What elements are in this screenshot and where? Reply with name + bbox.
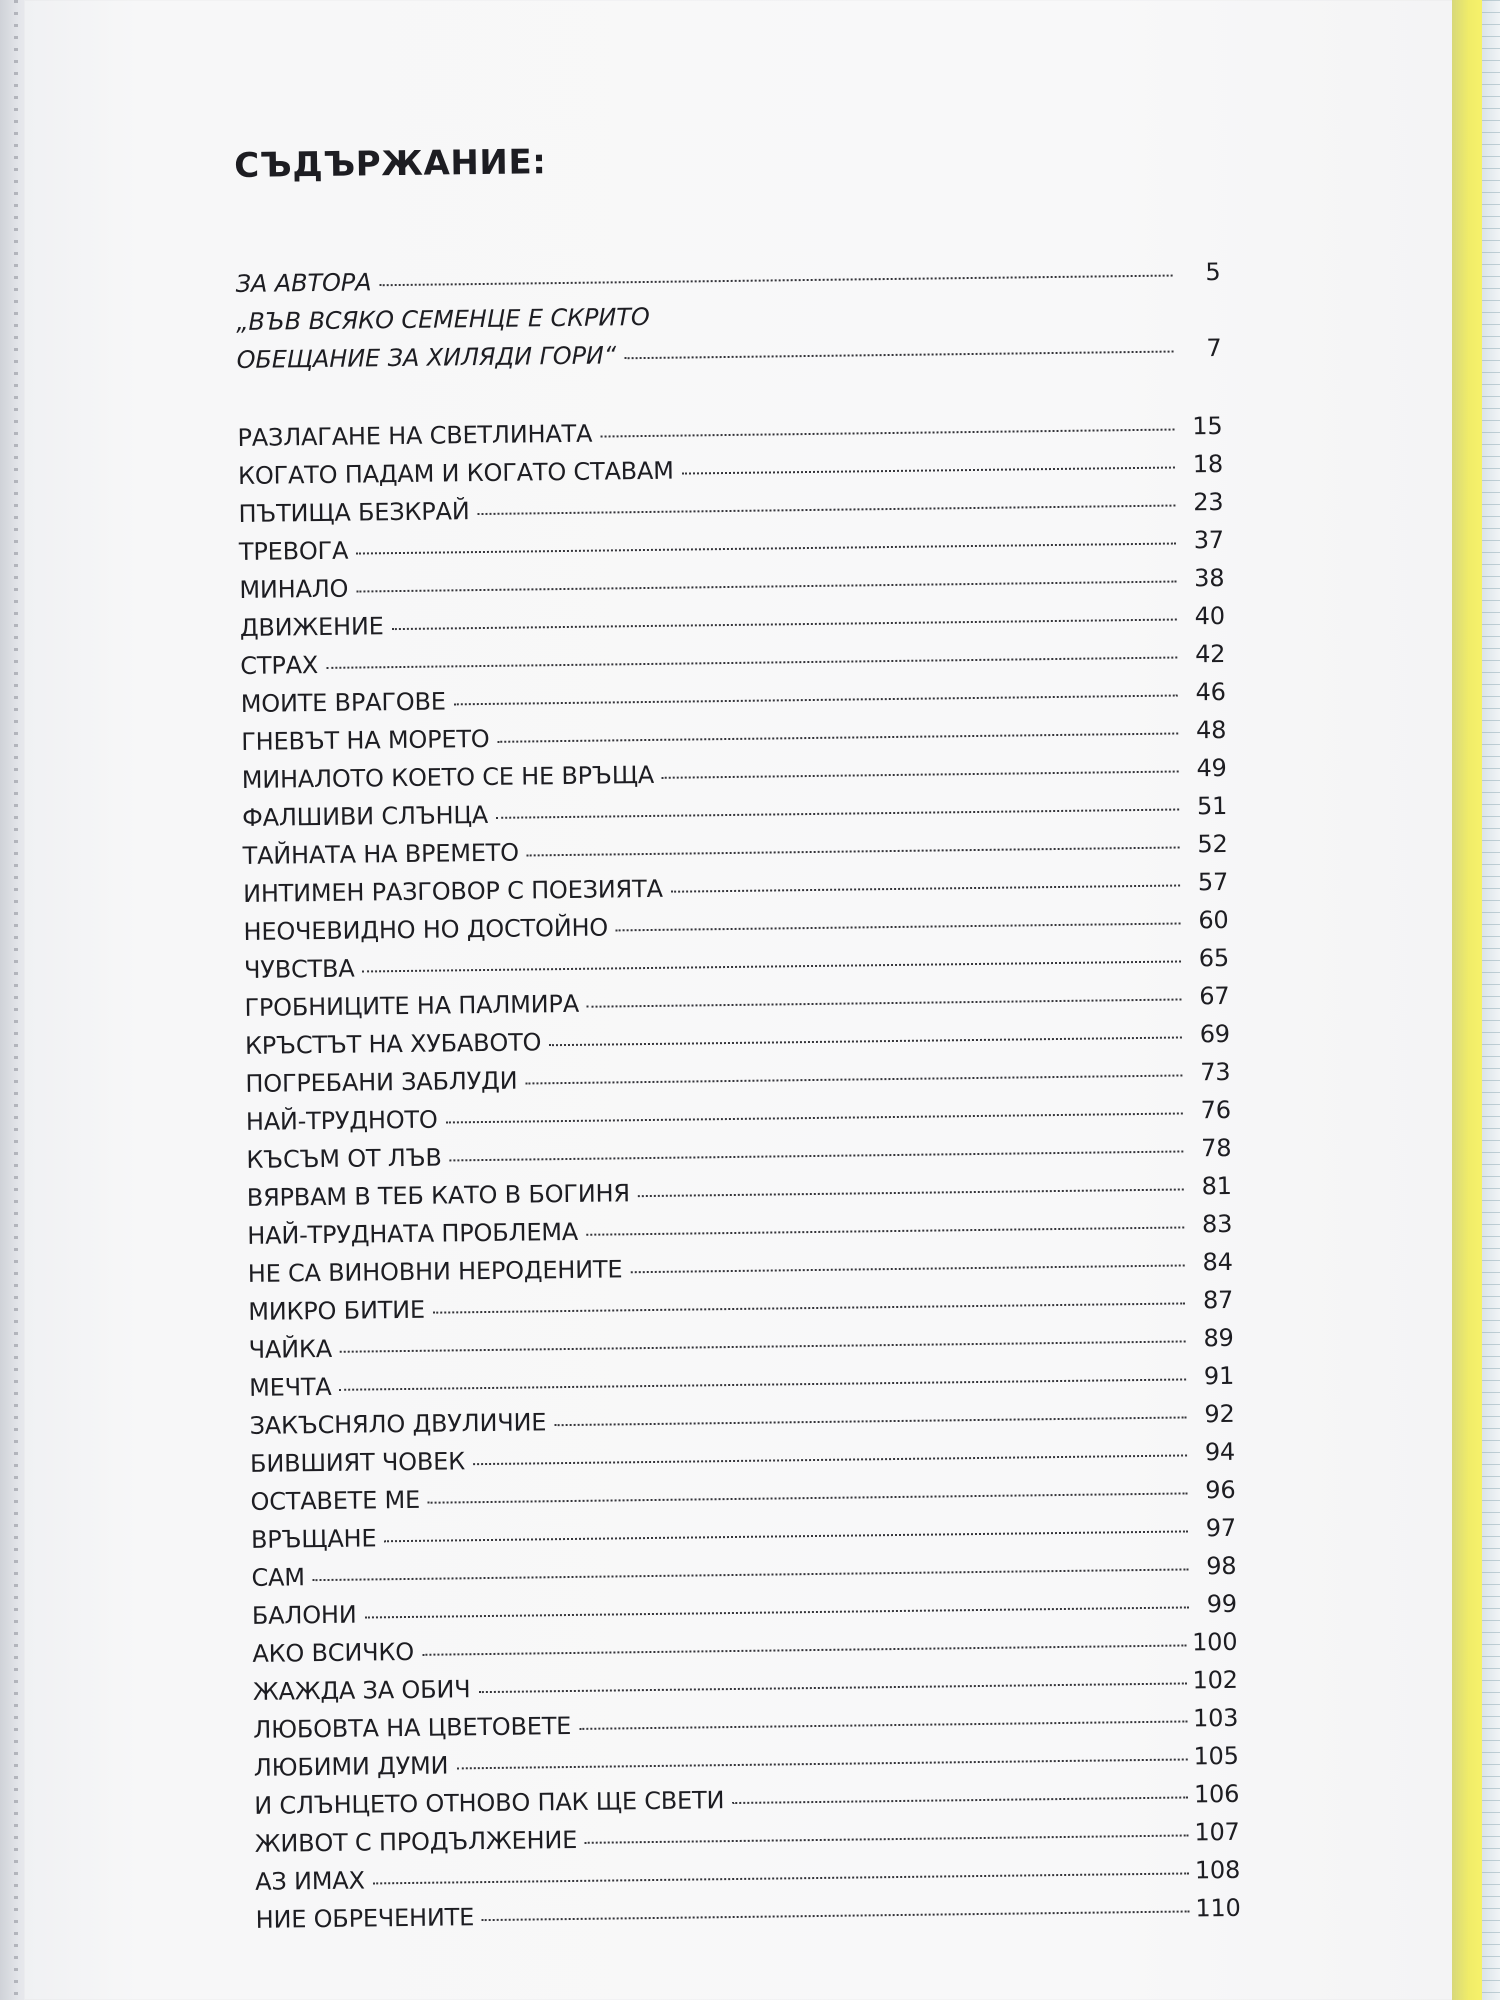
- toc-title: АЗ ИМАХ: [255, 1866, 365, 1897]
- page-number: 98: [1206, 1552, 1237, 1581]
- dot-leader: [478, 505, 1176, 516]
- page-number: 110: [1195, 1894, 1241, 1923]
- binding-edge: [0, 0, 20, 2000]
- toc-title: ВРЪЩАНЕ: [250, 1524, 377, 1555]
- toc-title: ПОГРЕБАНИ ЗАБЛУДИ: [245, 1066, 518, 1099]
- dot-leader: [450, 1151, 1184, 1162]
- toc-title: НИЕ ОБРЕЧЕНИТЕ: [255, 1903, 475, 1935]
- page-number: 51: [1196, 792, 1228, 821]
- toc-title: АКО ВСИЧКО: [252, 1638, 415, 1669]
- toc-title: МИНАЛОТО КОЕТО СЕ НЕ ВРЪЩА: [241, 761, 655, 795]
- dot-leader: [496, 809, 1179, 819]
- toc-title: ВЯРВАМ В ТЕБ КАТО В БОГИНЯ: [246, 1179, 631, 1213]
- page-number: 84: [1202, 1248, 1233, 1277]
- toc-title: ГНЕВЪТ НА МОРЕТО: [241, 725, 490, 757]
- dot-leader: [446, 1113, 1183, 1124]
- dot-leader: [392, 619, 1177, 631]
- page-number: 78: [1200, 1134, 1232, 1163]
- page-number: 106: [1193, 1780, 1240, 1809]
- book-page: [24, 0, 1454, 2000]
- toc-title: ОБЕЩАНИЕ ЗА ХИЛЯДИ ГОРИ“: [236, 341, 617, 375]
- dot-leader: [498, 733, 1179, 743]
- dot-leader: [638, 1189, 1184, 1198]
- toc-title: ЧУВСТВА: [243, 954, 355, 985]
- dot-leader: [363, 961, 1182, 973]
- table-of-contents: [234, 136, 1246, 1939]
- dot-leader: [428, 1493, 1187, 1504]
- page-number: 42: [1194, 640, 1226, 669]
- page-number: 73: [1200, 1058, 1231, 1087]
- toc-title: МОИТЕ ВРАГОВЕ: [240, 687, 446, 719]
- dot-leader: [326, 657, 1177, 669]
- page-number: 60: [1198, 906, 1229, 935]
- toc-title: ИНТИМЕН РАЗГОВОР С ПОЕЗИЯТА: [242, 875, 663, 909]
- page-number: 48: [1195, 716, 1227, 745]
- grid-paper-edge: [1482, 0, 1500, 2000]
- dot-leader: [525, 1075, 1182, 1085]
- dot-leader: [549, 1037, 1182, 1047]
- dot-leader: [473, 1455, 1187, 1466]
- dot-leader: [373, 1873, 1189, 1885]
- contents-heading: СЪДЪРЖАНИЕ:: [233, 142, 547, 186]
- toc-title: КОГАТО ПАДАМ И КОГАТО СТАВАМ: [237, 457, 674, 491]
- dot-leader: [456, 1759, 1187, 1770]
- dot-leader: [585, 1835, 1188, 1844]
- toc-title: САМ: [251, 1563, 305, 1593]
- toc-title: МИНАЛО: [239, 575, 349, 605]
- dot-leader: [527, 847, 1180, 857]
- page-number: 87: [1202, 1286, 1234, 1315]
- dot-leader: [313, 1569, 1189, 1582]
- dot-leader: [586, 1227, 1184, 1236]
- toc-title: НЕОЧЕВИДНО НО ДОСТОЙНО: [243, 913, 609, 947]
- toc-title: ТРЕВОГА: [238, 537, 349, 567]
- page-number: 97: [1205, 1514, 1237, 1543]
- page-number: 107: [1194, 1818, 1240, 1847]
- toc-title: МИКРО БИТИЕ: [248, 1296, 426, 1327]
- toc-title: КРЪСТЪТ НА ХУБАВОТО: [244, 1028, 542, 1061]
- page-number: 52: [1197, 830, 1228, 859]
- dot-leader: [587, 999, 1182, 1008]
- dot-leader: [554, 1417, 1186, 1427]
- page-number: 49: [1196, 754, 1227, 783]
- toc-title: ПЪТИЩА БЕЗКРАЙ: [238, 497, 470, 529]
- dot-leader: [422, 1645, 1186, 1656]
- toc-title: ФАЛШИВИ СЛЪНЦА: [242, 801, 489, 833]
- page-number: 23: [1193, 488, 1224, 517]
- page-number: 76: [1200, 1096, 1232, 1125]
- toc-title: ЛЮБОВТА НА ЦВЕТОВЕТЕ: [253, 1712, 572, 1745]
- page-number: 37: [1193, 526, 1225, 555]
- toc-title: НЕ СА ВИНОВНИ НЕРОДЕНИТЕ: [247, 1255, 623, 1289]
- page-number: 91: [1203, 1362, 1235, 1391]
- toc-title: БИВШИЯТ ЧОВЕК: [249, 1447, 466, 1479]
- toc-title: ЗАКЪСНЯЛО ДВУЛИЧИЕ: [249, 1408, 547, 1441]
- dot-leader: [340, 1341, 1186, 1353]
- page-number: 96: [1205, 1476, 1236, 1505]
- dot-leader: [482, 1911, 1189, 1922]
- page-number: 99: [1206, 1590, 1238, 1619]
- toc-title: ЛЮБИМИ ДУМИ: [253, 1751, 449, 1783]
- toc-title: ГРОБНИЦИТЕ НА ПАЛМИРА: [244, 990, 580, 1023]
- page-number: 105: [1193, 1742, 1239, 1771]
- toc-title: КЪСЪМ ОТ ЛЪВ: [246, 1143, 442, 1175]
- page-number: 108: [1194, 1856, 1241, 1885]
- toc-title: ДВИЖЕНИЕ: [239, 612, 384, 643]
- dot-leader: [380, 275, 1173, 287]
- toc-title: ЖАЖДА ЗА ОБИЧ: [252, 1675, 471, 1707]
- dot-leader: [365, 1607, 1189, 1619]
- page-number: 7: [1206, 334, 1222, 363]
- toc-title: НАЙ-ТРУДНАТА ПРОБЛЕМА: [247, 1218, 579, 1251]
- toc-title: ЗА АВТОРА: [235, 268, 372, 299]
- page-number: 65: [1198, 944, 1230, 973]
- page-number: 67: [1199, 982, 1230, 1011]
- dot-leader: [616, 923, 1181, 932]
- dot-leader: [662, 771, 1179, 779]
- page-number: 38: [1194, 564, 1225, 593]
- page-number: 40: [1194, 602, 1225, 631]
- page-number: 18: [1192, 450, 1224, 479]
- dot-leader: [384, 1531, 1188, 1543]
- dot-leader: [682, 467, 1175, 475]
- dot-leader: [624, 351, 1173, 360]
- page-number: 83: [1201, 1210, 1233, 1239]
- dot-leader: [340, 1379, 1187, 1391]
- toc-list: [235, 253, 1245, 1939]
- dot-leader: [600, 429, 1174, 438]
- toc-title: ОСТАВЕТЕ МЕ: [250, 1486, 421, 1517]
- dot-leader: [356, 543, 1176, 555]
- page-number: 103: [1192, 1704, 1239, 1733]
- page-number: 15: [1192, 412, 1223, 441]
- dot-leader: [630, 1265, 1184, 1274]
- page-number: 69: [1199, 1020, 1231, 1049]
- page-number: 81: [1201, 1172, 1232, 1201]
- dot-leader: [732, 1797, 1188, 1805]
- toc-title: БАЛОНИ: [251, 1601, 357, 1631]
- toc-title: МЕЧТА: [248, 1373, 332, 1403]
- page-number: 5: [1205, 258, 1221, 287]
- toc-title: СТРАХ: [240, 651, 319, 681]
- toc-title: И СЛЪНЦЕТО ОТНОВО ПАК ЩЕ СВЕТИ: [254, 1786, 725, 1821]
- page-number: 94: [1204, 1438, 1236, 1467]
- dot-leader: [433, 1303, 1185, 1314]
- toc-title: НАЙ-ТРУДНОТО: [245, 1105, 438, 1137]
- page-number: 102: [1192, 1666, 1238, 1695]
- dot-leader: [478, 1683, 1186, 1694]
- dot-leader: [671, 885, 1180, 893]
- page-number: 46: [1195, 678, 1226, 707]
- page-number: 89: [1203, 1324, 1234, 1353]
- page-number: 57: [1197, 868, 1229, 897]
- toc-title: ЧАЙКА: [248, 1335, 333, 1365]
- toc-title: „ВЪВ ВСЯКО СЕМЕНЦЕ Е СКРИТО: [235, 303, 650, 337]
- dot-leader: [579, 1721, 1187, 1730]
- dot-leader: [356, 581, 1176, 593]
- dot-leader: [454, 695, 1178, 706]
- toc-title: ЖИВОТ С ПРОДЪЛЖЕНИЕ: [254, 1826, 578, 1859]
- toc-title: РАЗЛАГАНЕ НА СВЕТЛИНАТА: [237, 420, 593, 453]
- page-number: 100: [1191, 1628, 1238, 1657]
- page-number: 92: [1204, 1400, 1235, 1429]
- toc-title: ТАЙНАТА НА ВРЕМЕТО: [242, 838, 520, 871]
